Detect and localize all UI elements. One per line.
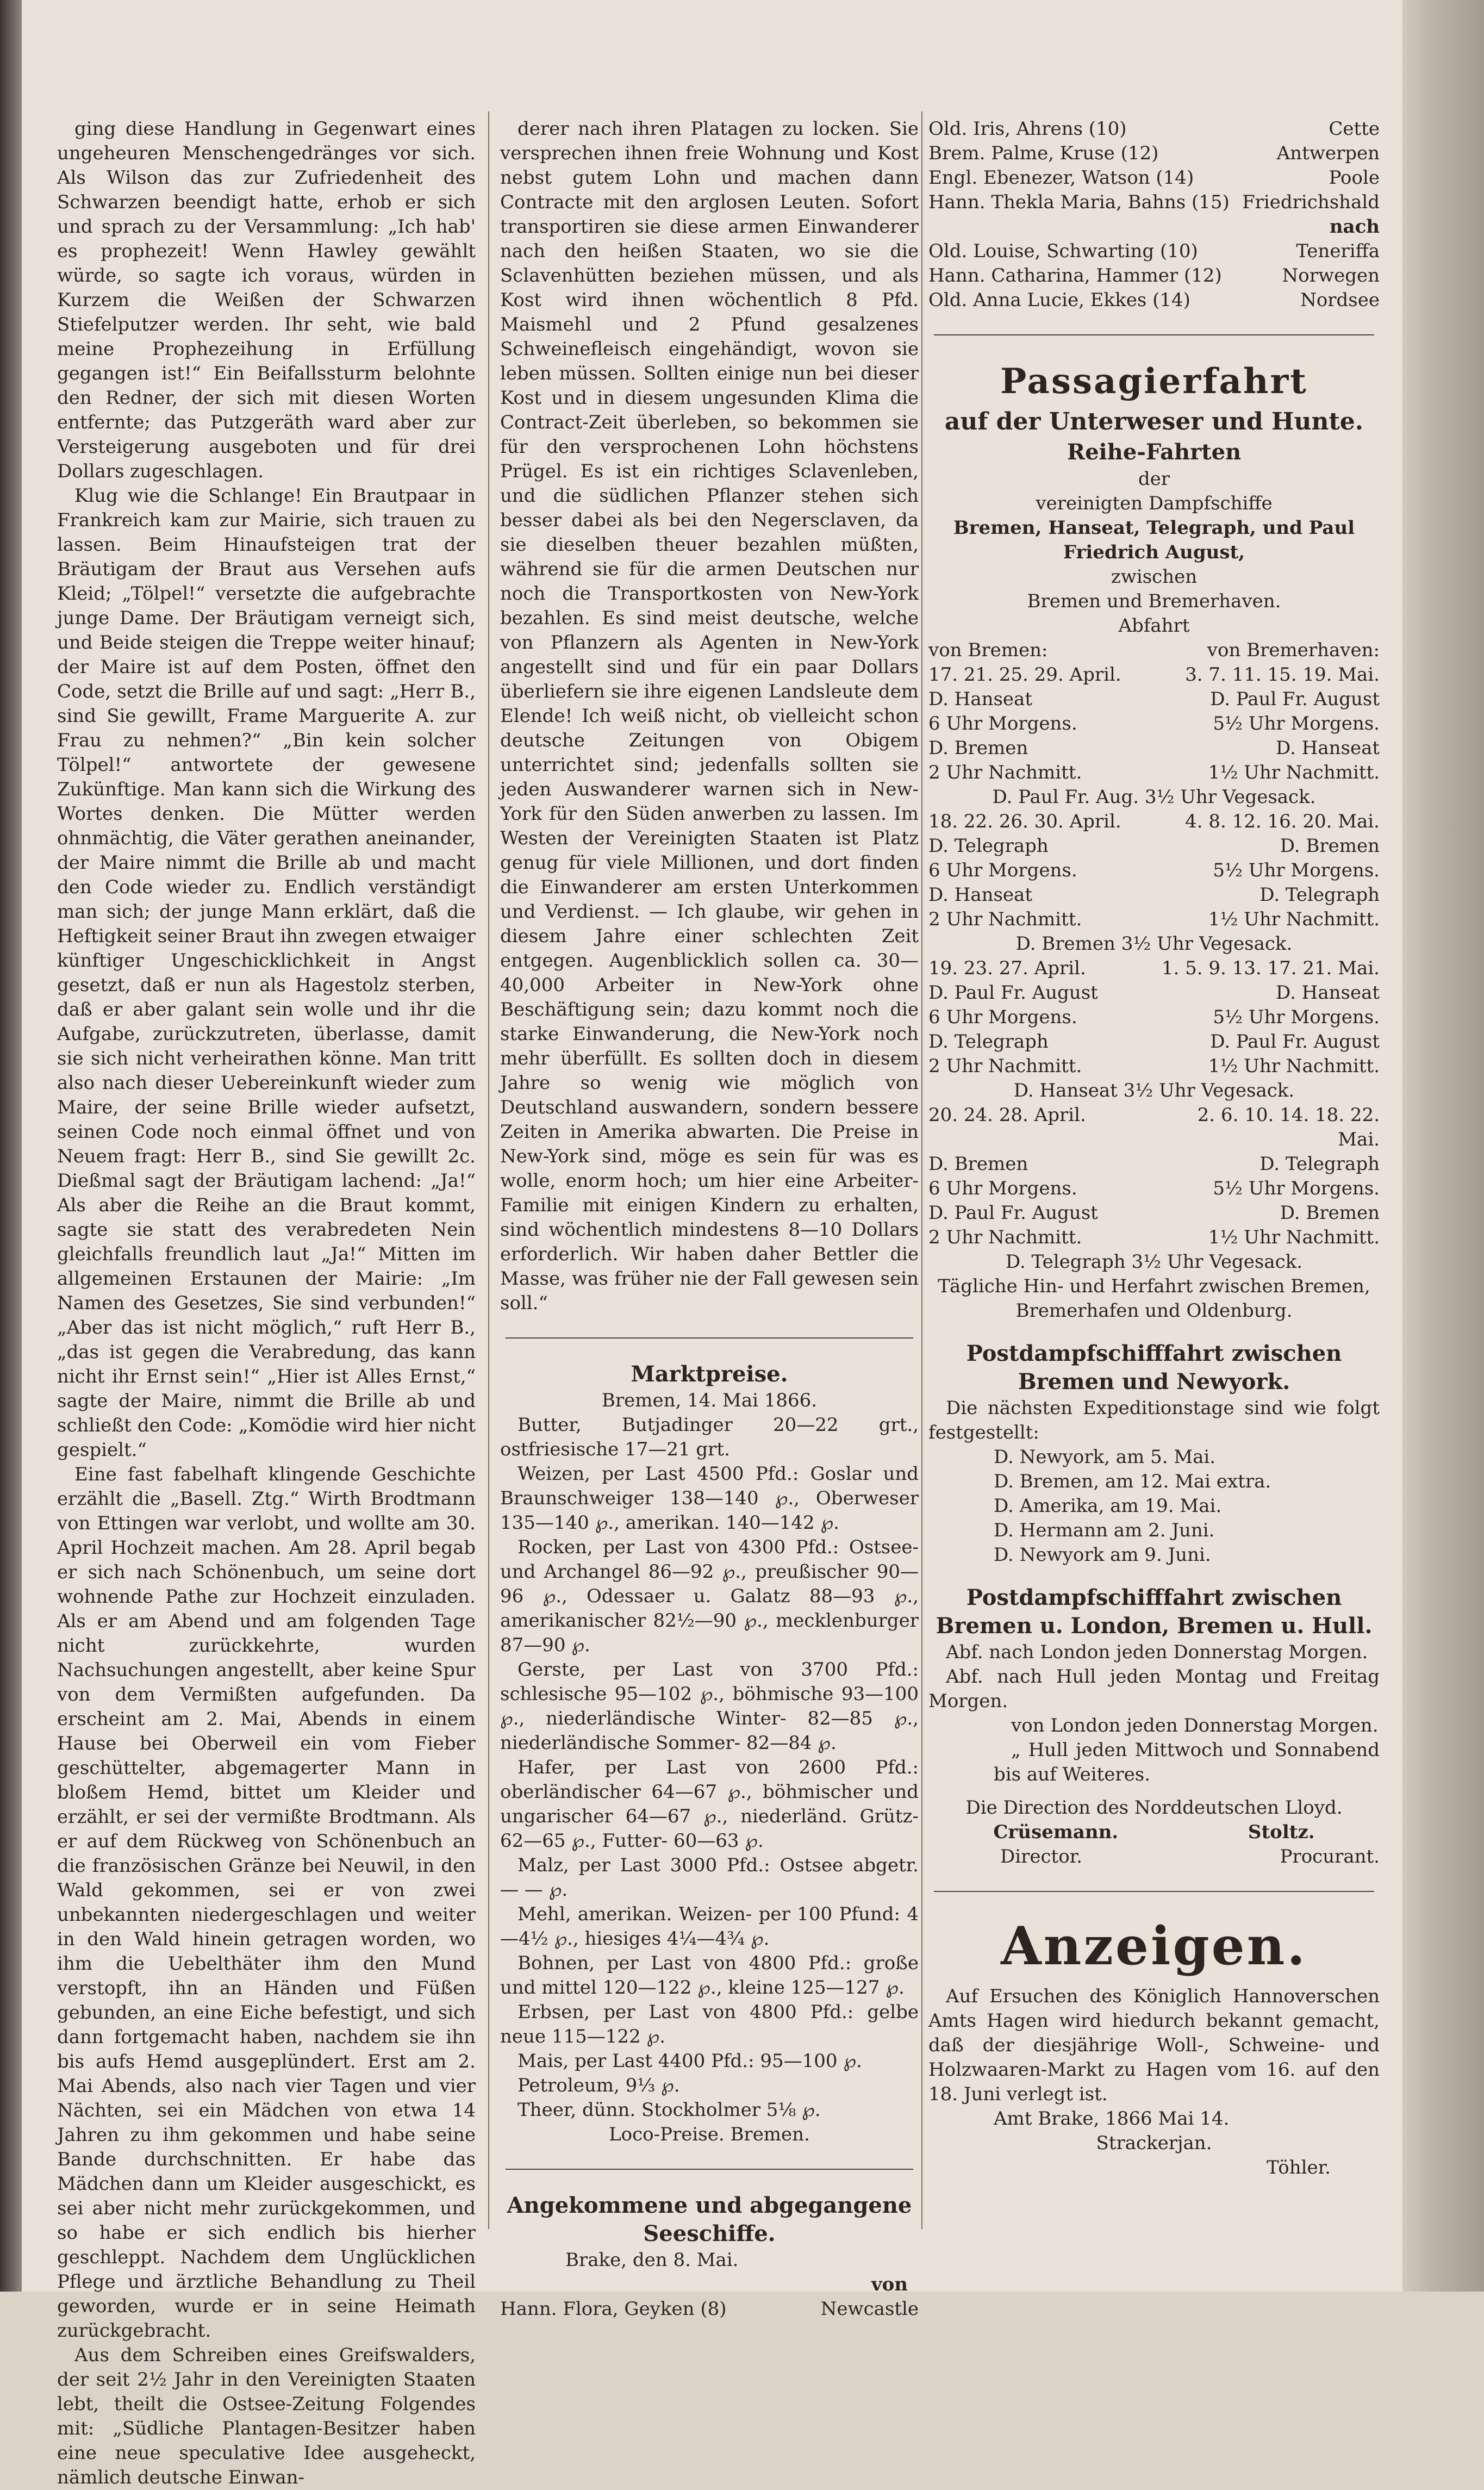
timetable-row [928, 712, 1380, 736]
ship-port: Cette [1329, 118, 1380, 140]
ship-name: Hann. Flora, Geyken (8) [500, 2298, 727, 2320]
ship-port: Friedrichshald [1242, 191, 1380, 213]
ships-from-label: von [871, 2274, 908, 2295]
post-london-line: Abf. nach Hull jeden Montag und Freitag Morgen. [928, 1666, 1380, 1712]
timetable-left: 6 Uhr Morgens. [928, 1006, 1077, 1028]
passenger-der: der [1138, 468, 1170, 490]
timetable-row [928, 810, 1380, 834]
ships-dateline: Brake, den 8. Mai. [565, 2249, 739, 2271]
timetable-row [928, 1103, 1380, 1152]
timetable-row [928, 1152, 1380, 1176]
timetable-right: 1½ Uhr Nachmitt. [1208, 908, 1380, 930]
price-erbsen: Erbsen, per Last von 4800 Pfd.: gelbe neue 115—122 ℘. [500, 2001, 919, 2047]
column-rule-1 [488, 111, 489, 2229]
signature-name: Crüsemann. [993, 1821, 1119, 1843]
passenger-subtitle-2: Reihe-Fahrten [1067, 439, 1242, 465]
timetable-row [928, 1030, 1380, 1054]
timetable-left: 17. 21. 25. 29. April. [928, 664, 1121, 686]
post-ny-date: D. Amerika, am 19. Mai. [994, 1495, 1222, 1517]
timetable-row [928, 663, 1380, 687]
price-bohnen: Bohnen, per Last von 4800 Pfd.: große und mittel 120—122 ℘., kleine 125—127 ℘. [500, 1952, 919, 1999]
timetable-right: D. Hanseat [1276, 982, 1380, 1004]
ship-port: Norwegen [1282, 265, 1380, 287]
timetable-left: D. Hanseat [928, 688, 1032, 710]
ship-name: Hann. Catharina, Hammer (12) [928, 265, 1222, 287]
post-london-line: von London jeden Donnerstag Morgen. [1011, 1715, 1379, 1736]
timetable-note: Tägliche Hin- und Herfahrt zwischen Bremen, Bremerhafen und Oldenburg. [938, 1275, 1370, 1322]
timetable-row: D. Bremen 3½ Uhr Vegesack. [1015, 933, 1293, 955]
ad-signer: Töhler. [1266, 2157, 1331, 2178]
timetable-row [928, 858, 1380, 883]
price-rocken: Rocken, per Last von 4300 Pfd.: Ostsee- und Archangel 86—92 ℘., preußischer 90—96 ℘., Odessaer u. Galatz 88—93 ℘., amerikanischer 82½—90 ℘., mecklenburger 87—90 ℘. [500, 1536, 919, 1656]
timetable-row [928, 956, 1380, 981]
article-continuation: derer nach ihren Platagen zu locken. Sie versprechen ihnen freie Wohnung und Kost nebst gutem Lohn und machen dann Contracte mit den arglosen Leuten. Sofort transportiren sie diese armen Einwanderer nach den heißen Staaten, wo sie die Sclavenhütten beziehen müssen, und als Kost wird ihnen wöchentlich 8 Pfd. Maismehl und 2 Pfund gesalzenes Schweinefleisch eingehändigt, wovon sie leben müssen. Sollten einige nun bei dieser Kost und in diesem ungesunden Klima die Contract-Zeit überleben, so bekommen sie für den versprochenen Lohn höchstens Prügel. Es ist ein richtiges Sclavenleben, und die südlichen Pflanzer stehen sich besser dabei als bei den Negersclaven, da sie dieselben theuer bezahlen müßten, während sie für die armen Deutschen nur noch die Transportkosten von New-York bezahlen. Es sind meist deutsche, welche von Pflanzern als Agenten in New-York angestellt sind und für ein paar Dollars überliefern sie ihre eigenen Landsleute dem Elende! Ich weiß nicht, ob vielleicht schon deutsche Zeitungen von Obigem unterrichtet sind; jedenfalls sollten sie jeden Auswanderer warnen sich in New-York für den Süden anwerben zu lassen. Im Westen der Vereinigten Staaten ist Platz genug für viele Millionen, und dort finden die Einwanderer am ersten Unterkommen und Verdienst. — Ich glaube, wir gehen in diesem Jahre einer schlechten Zeit entgegen. Augenblicklich sollen ca. 30—40,000 Arbeiter in New-York ohne Beschäftigung sein; dazu kommt noch die starke Einwanderung, die New-York noch mehr überfüllt. Es sollten doch in diesem Jahre so wenig wie möglich von Deutschland auswandern, sondern bessere Zeiten in Amerika abwarten. Die Preise in New-York sind, möge es sein für was es wolle, enorm hoch; um hier eine Arbeiter-Familie mit einigen Kindern zu erhalten, sind wöchentlich mindestens 8—10 Dollars erforderlich. Wir haben daher Bettler die Masse, was früher nie der Fall gewesen sein soll.“ [500, 118, 919, 1314]
timetable-left: D. Paul Fr. August [928, 982, 1098, 1004]
timetable-row [928, 1225, 1380, 1250]
post-london-line: „ Hull jeden Mittwoch und Sonnabend bis auf Weiteres. [994, 1739, 1380, 1785]
timetable-left: D. Telegraph [928, 835, 1049, 857]
timetable-left: D. Bremen [928, 737, 1028, 759]
post-london-title: Postdampfschifffahrt zwischen Bremen u. London, Bremen u. Hull. [936, 1585, 1373, 1639]
timetable-right: D. Bremen [1280, 1202, 1380, 1224]
lloyd-direction: Die Direction des Norddeutschen Lloyd. [965, 1797, 1343, 1819]
passenger-route: Bremen und Bremerhaven. [1027, 590, 1281, 612]
market-prices-dateline: Bremen, 14. Mai 1866. [601, 1390, 818, 1411]
article-para-4: Aus dem Schreiben eines Greifswalders, der seit 2½ Jahr in den Vereinigten Staaten lebt, theilt die Ostsee-Zeitung Folgendes mit: „Südliche Plantagen-Besitzer haben eine neue speculative Idee ausgeheckt, nämlich deutsche Einwan- [57, 2344, 476, 2488]
ship-name: Brem. Palme, Kruse (12) [928, 142, 1159, 164]
ship-name: Old. Anna Lucie, Ekkes (14) [928, 289, 1190, 311]
ship-name: Hann. Thekla Maria, Bahns (15) [928, 191, 1230, 213]
timetable-row: D. Telegraph 3½ Uhr Vegesack. [1005, 1251, 1303, 1273]
passenger-abfahrt: Abfahrt [1118, 615, 1190, 637]
passenger-subtitle: auf der Unterweser und Hunte. [944, 408, 1364, 435]
column-1 [57, 117, 476, 2490]
timetable-row [928, 1176, 1380, 1201]
scan-left-edge [0, 0, 22, 2292]
ship-row [928, 141, 1380, 166]
timetable-right: 5½ Uhr Morgens. [1213, 713, 1380, 734]
post-ny-date: D. Bremen, am 12. Mai extra. [994, 1471, 1271, 1492]
signature-name: Stoltz. [1248, 1821, 1315, 1843]
price-mehl: Mehl, amerikan. Weizen- per 100 Pfund: 4—4½ ℘., hiesiges 4¼—4¾ ℘. [500, 1903, 919, 1950]
ship-port: Poole [1329, 167, 1380, 189]
ad-signer: Strackerjan. [1096, 2132, 1212, 2154]
ship-name: Old. Iris, Ahrens (10) [928, 118, 1127, 140]
ship-port: Nordsee [1300, 289, 1380, 311]
timetable-right: 3. 7. 11. 15. 19. Mai. [1185, 664, 1380, 686]
ship-row [928, 166, 1380, 190]
post-london-line: Abf. nach London jeden Donnerstag Morgen. [946, 1641, 1368, 1663]
from-bremen-label: von Bremen: [928, 639, 1048, 661]
timetable-left: D. Bremen [928, 1153, 1028, 1175]
post-ny-date: D. Newyork am 9. Juni. [994, 1544, 1211, 1566]
post-ny-date: D. Hermann am 2. Juni. [994, 1520, 1215, 1541]
passenger-service-title: Passagierfahrt [1000, 361, 1308, 402]
ship-name: Old. Louise, Schwarting (10) [928, 240, 1198, 262]
signature-roles [928, 1845, 1380, 1869]
signature-role: Director. [1000, 1846, 1082, 1868]
timetable-right: 1½ Uhr Nachmitt. [1208, 1055, 1380, 1077]
newspaper-page [22, 0, 1402, 2488]
article-para-2: Klug wie die Schlange! Ein Brautpaar in Frankreich kam zur Mairie, sich trauen zu lassen. Beim Hinaufsteigen trat der Bräutigam der Braut aus Versehen aufs Kleid; „Tölpel!“ versetzte die aufgebrachte junge Dame. Der Bräutigam verneigt sich, und Beide steigen die Treppe weiter hinauf; der Maire ist auf dem Posten, öffnet den Code, setzt die Brille auf und sagt: „Herr B., sind Sie gewillt, Frame Marguerite A. zur Frau zu nehmen?“ „Bin kein solcher Tölpel!“ antwortete der gewesene Zukünftige. Man kann sich die Wirkung des Wortes denken. Die Mütter werden ohnmächtig, die Väter gerathen aneinander, der Maire nimmt die Brille ab und macht den Code wieder zu. Endlich verständigt man sich; der junge Mann erklärt, daß die Heftigkeit seiner Braut ihn zwegen etwaiger künftiger Ungeschicklichkeit in Angst gesetzt, daß er nun als Hagestolz sterben, daß er aber galant sein wolle und ihr die Aufgabe, zurückzutreten, überlasse, damit sie sich nicht verheirathen könne. Man tritt also nach dieser Uebereinkunft wieder zum Maire, der seine Brille wieder aufsetzt, seinen Code noch einmal öffnet und von Neuem fragt: Herr B., sind Sie gewillt 2c. Dießmal sagt der Bräutigam lachend: „Ja!“ Als aber die Reihe an die Braut kommt, sagte sie statt des verabredeten Nein gleichfalls freundlich laut „Ja!“ Mitten im allgemeinen Erstaunen der Mairie: „Im Namen des Gesetzes, Sie sind verbunden!“ „Aber das ist nicht möglich,“ ruft Herr B., „das ist gegen die Verabredung, das kann nicht ihr Ernst sein!“ „Hier ist Alles Ernst,“ sagte der Maire, nimmt die Brille ab und schließt den Code: „Komödie wird hier nicht gespielt.“ [57, 485, 476, 1461]
timetable-right: 1. 5. 9. 13. 17. 21. Mai. [1161, 957, 1380, 979]
timetable-row [928, 1201, 1380, 1225]
passenger-zwischen: zwischen [1111, 566, 1198, 588]
timetable-right: 1½ Uhr Nachmitt. [1208, 762, 1380, 783]
post-ny-title: Postdampfschifffahrt zwischen Bremen und Newyork. [966, 1341, 1342, 1395]
signatures [928, 1820, 1380, 1845]
timetable-row [928, 834, 1380, 858]
passenger-ships: Bremen, Hanseat, Telegraph, und Paul Friedrich August, [953, 517, 1355, 563]
post-ny-intro: Die nächsten Expeditionstage sind wie folgt festgestellt: [928, 1397, 1380, 1443]
timetable-row: D. Paul Fr. Aug. 3½ Uhr Vegesack. [992, 786, 1316, 808]
timetable-right: D. Bremen [1280, 835, 1380, 857]
timetable-left: D. Telegraph [928, 1031, 1049, 1053]
ships-title: Angekommene und abgegangene Seeschiffe. [507, 2193, 912, 2246]
timetable-row: D. Hanseat 3½ Uhr Vegesack. [1013, 1080, 1295, 1101]
timetable-row [928, 687, 1380, 712]
timetable-right: 1½ Uhr Nachmitt. [1208, 1227, 1380, 1248]
timetable-row [928, 1005, 1380, 1030]
timetable-right: D. Hanseat [1276, 737, 1380, 759]
ships-to-label: nach [1329, 216, 1380, 238]
timetable-right: 5½ Uhr Morgens. [1213, 860, 1380, 881]
ads-title: Anzeigen. [1001, 1915, 1307, 1977]
price-butter: Butter, Butjadinger 20—22 grt., ostfriesische 17—21 grt. [500, 1414, 919, 1460]
ship-row [500, 2297, 919, 2321]
timetable-row [928, 883, 1380, 907]
passenger-line: vereinigten Dampfschiffe [1036, 493, 1273, 514]
price-hafer: Hafer, per Last von 2600 Pfd.: oberländischer 64—67 ℘., böhmischer und ungarischer 64—67 ℘., niederländ. Grütz- 62—65 ℘., Futter- 60—63 ℘. [500, 1757, 919, 1852]
timetable-left: 20. 24. 28. April. [928, 1104, 1086, 1126]
timetable-right: D. Paul Fr. August [1210, 688, 1380, 710]
timetable-row [928, 1054, 1380, 1079]
timetable-left: 2 Uhr Nachmitt. [928, 762, 1082, 783]
timetable-left: 6 Uhr Morgens. [928, 1178, 1077, 1199]
section-divider [506, 1337, 913, 1339]
market-prices-title: Marktpreise. [631, 1361, 788, 1387]
signature-role: Procurant. [1280, 1846, 1380, 1868]
ship-row [928, 264, 1380, 288]
timetable-left: 2 Uhr Nachmitt. [928, 908, 1082, 930]
section-divider [506, 2169, 913, 2170]
price-petroleum: Petroleum, 9⅓ ℘. [517, 2075, 680, 2096]
timetable-right: D. Telegraph [1259, 1153, 1380, 1175]
timetable-left: D. Paul Fr. August [928, 1202, 1098, 1224]
section-divider [934, 1891, 1374, 1892]
timetable-right: D. Paul Fr. August [1210, 1031, 1380, 1053]
from-bremerhaven-label: von Bremerhaven: [1207, 639, 1380, 661]
timetable-row [928, 761, 1380, 785]
timetable-right: 2. 6. 10. 14. 18. 22. Mai. [1197, 1104, 1380, 1150]
price-gerste: Gerste, per Last von 3700 Pfd.: schlesische 95—102 ℘., böhmische 93—100 ℘., niederländische Winter- 82—85 ℘., niederländische Sommer- 82—84 ℘. [500, 1659, 919, 1754]
timetable-right: D. Telegraph [1259, 884, 1380, 906]
timetable-row [928, 907, 1380, 932]
ship-row [928, 239, 1380, 264]
timetable-row [928, 981, 1380, 1005]
ship-port: Newcastle [820, 2298, 919, 2320]
timetable-left: 2 Uhr Nachmitt. [928, 1227, 1082, 1248]
timetable-right: 5½ Uhr Morgens. [1213, 1006, 1380, 1028]
timetable-left: 6 Uhr Morgens. [928, 860, 1077, 881]
timetable-right: 5½ Uhr Morgens. [1213, 1178, 1380, 1199]
ship-name: Engl. Ebenezer, Watson (14) [928, 167, 1194, 189]
column-2 [500, 117, 919, 2321]
market-prices-note: Loco-Preise. Bremen. [609, 2124, 810, 2145]
timetable-left: D. Hanseat [928, 884, 1032, 906]
timetable-left: 6 Uhr Morgens. [928, 713, 1077, 734]
article-para-3: Eine fast fabelhaft klingende Geschichte erzählt die „Basell. Ztg.“ Wirth Brodtmann von Ettingen war verlobt, und wollte am 30. April Hochzeit machen. Am 28. April begab er sich nach Schönenbuch, um seine dort wohnende Pathe zur Hochzeit einzuladen. Als er am Abend und am folgenden Tage nicht zurückkehrte, wurden Nachsuchungen angestellt, aber keine Spur von dem Vermißten aufgefunden. Da erscheint am 2. Mai, Abends in einem Hause bei Oberweil ein vom Fieber geschüttelter, abgemagerter Mann in bloßem Hemd, bittet um Kleider und erzählt, er sei der vermißte Brodtmann. Als er auf dem Rückweg von Schönenbuch an die französischen Gränze bei Neuwil, in den Wald gekommen, sei er von zwei unbekannten niedergeschlagen und weiter in den Wald hinein getragen worden, wo ihm die Uebelthäter ihm den Mund verstopft, ihn an Händen und Füßen gebunden, an eine Eiche befestigt, und sich dann fortgemacht haben, nachdem sie ihn bis aufs Hemd ausgeplündert. Erst am 2. Mai Abends, also nach vier Tagen und vier Nächten, sei ein Mädchen von etwa 14 Jahren zu ihm gekommen und habe seine Bande durchschnitten. Er habe das Mädchen dann um Kleider ausgeschickt, es sei aber nicht mehr zurückgekommen, und so habe er sich endlich bis hierher geschleppt. Nachdem dem Unglücklichen Pflege und ärztliche Behandlung zu Theil geworden, wurde er in seine Heimath zurückgebracht. [57, 1464, 476, 2342]
timetable-header [928, 638, 1380, 663]
price-malz: Malz, per Last 3000 Pfd.: Ostsee abgetr. — — ℘. [500, 1854, 919, 1901]
ship-row [928, 288, 1380, 313]
ship-row [928, 190, 1380, 215]
timetable-left: 18. 22. 26. 30. April. [928, 811, 1121, 832]
ship-row [928, 117, 1380, 141]
column-rule-2 [921, 111, 922, 2229]
section-divider [934, 334, 1374, 335]
scan-right-edge [1402, 0, 1484, 2292]
post-ny-date: D. Newyork, am 5. Mai. [994, 1446, 1216, 1468]
price-mais: Mais, per Last 4400 Pfd.: 95—100 ℘. [517, 2050, 862, 2072]
article-para-1: ging diese Handlung in Gegenwart eines ungeheuren Menschengedränges vor sich. Als Wilson das zur Zufriedenheit des Schwarzen beendigt hatte, erhob er sich und sprach zu der Versammlung: „Ich hab' es prophezeit! Wenn Hawley gewählt würde, so sagte ich voraus, würden in Kurzem die Weißen der Schwarzen Stiefelputzer werden. Ihr seht, wie bald meine Prophezeihung in Erfüllung gegangen ist!“ Ein Beifallssturm belohnte den Redner, der sich mit diesen Worten entfernte; das Putzgeräth ward aber zur Versteigerung ausgeboten und für drei Dollars zugeschlagen. [57, 118, 476, 482]
price-theer: Theer, dünn. Stockholmer 5⅛ ℘. [517, 2099, 821, 2121]
ad-place-date: Amt Brake, 1866 Mai 14. [994, 2108, 1230, 2130]
timetable-row [928, 736, 1380, 761]
ship-port: Antwerpen [1276, 142, 1380, 164]
timetable-right: 4. 8. 12. 16. 20. Mai. [1185, 811, 1380, 832]
ad-text: Auf Ersuchen des Königlich Hannoverschen Amts Hagen wird hiedurch bekannt gemacht, daß der diesjährige Woll-, Schweine- und Holzwaaren-Markt zu Hagen vom 16. auf den 18. Juni verlegt ist. [928, 1985, 1380, 2105]
price-weizen: Weizen, per Last 4500 Pfd.: Goslar und Braunschweiger 138—140 ℘., Oberweser 135—140 ℘., amerikan. 140—142 ℘. [500, 1463, 919, 1534]
ship-port: Teneriffa [1296, 240, 1380, 262]
column-3 [928, 117, 1380, 2180]
timetable-left: 19. 23. 27. April. [928, 957, 1086, 979]
timetable-left: 2 Uhr Nachmitt. [928, 1055, 1082, 1077]
